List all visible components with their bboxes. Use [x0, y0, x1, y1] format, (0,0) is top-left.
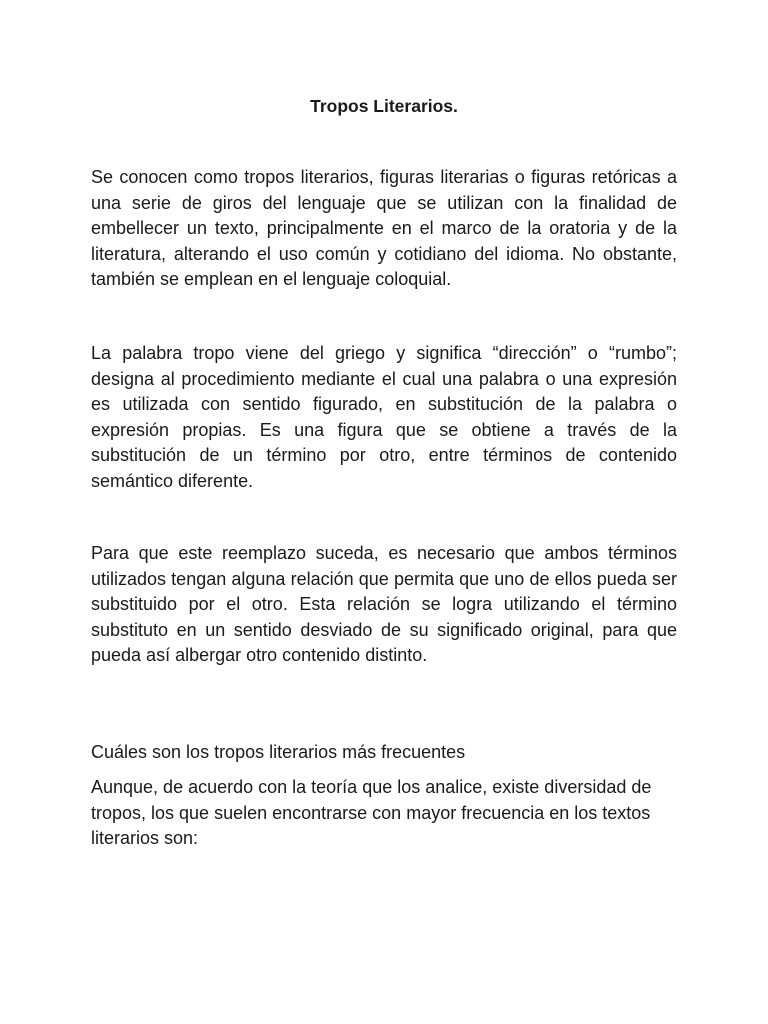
section-heading: Cuáles son los tropos literarios más frecuentes	[91, 742, 466, 762]
paragraph-frequent-tropes: Aunque, de acuerdo con la teoría que los analice, existe diversidad de tropos, los que suelen encontrarse con mayor frecuencia en los textos literarios son:	[91, 777, 652, 849]
document-title: Tropos Literarios.	[310, 96, 458, 116]
paragraph-etymology: La palabra tropo viene del griego y significa “dirección” o “rumbo”; designa al procedimiento mediante el cual una palabra o una expresión es utilizada con sentido figurado, en substitución de la palabra o expresión propias. Es una figura que se obtiene a través de la substitución de un término por otro, entre términos de contenido semántico diferente.	[91, 343, 677, 491]
paragraph-definition: Se conocen como tropos literarios, figuras literarias o figuras retóricas a una serie de giros del lenguaje que se utilizan con la finalidad de embellecer un texto, principalmente en el marco de la oratoria y de la literatura, alterando el uso común y cotidiano del idioma. No obstante, también se emplean en el lenguaje coloquial.	[91, 167, 677, 290]
paragraph-substitution: Para que este reemplazo suceda, es necesario que ambos términos utilizados tengan alguna relación que permita que uno de ellos pueda ser substituido por el otro. Esta relación se logra utilizando el término substituto en un sentido desviado de su significado original, para que pueda así albergar otro contenido distinto.	[91, 543, 677, 666]
